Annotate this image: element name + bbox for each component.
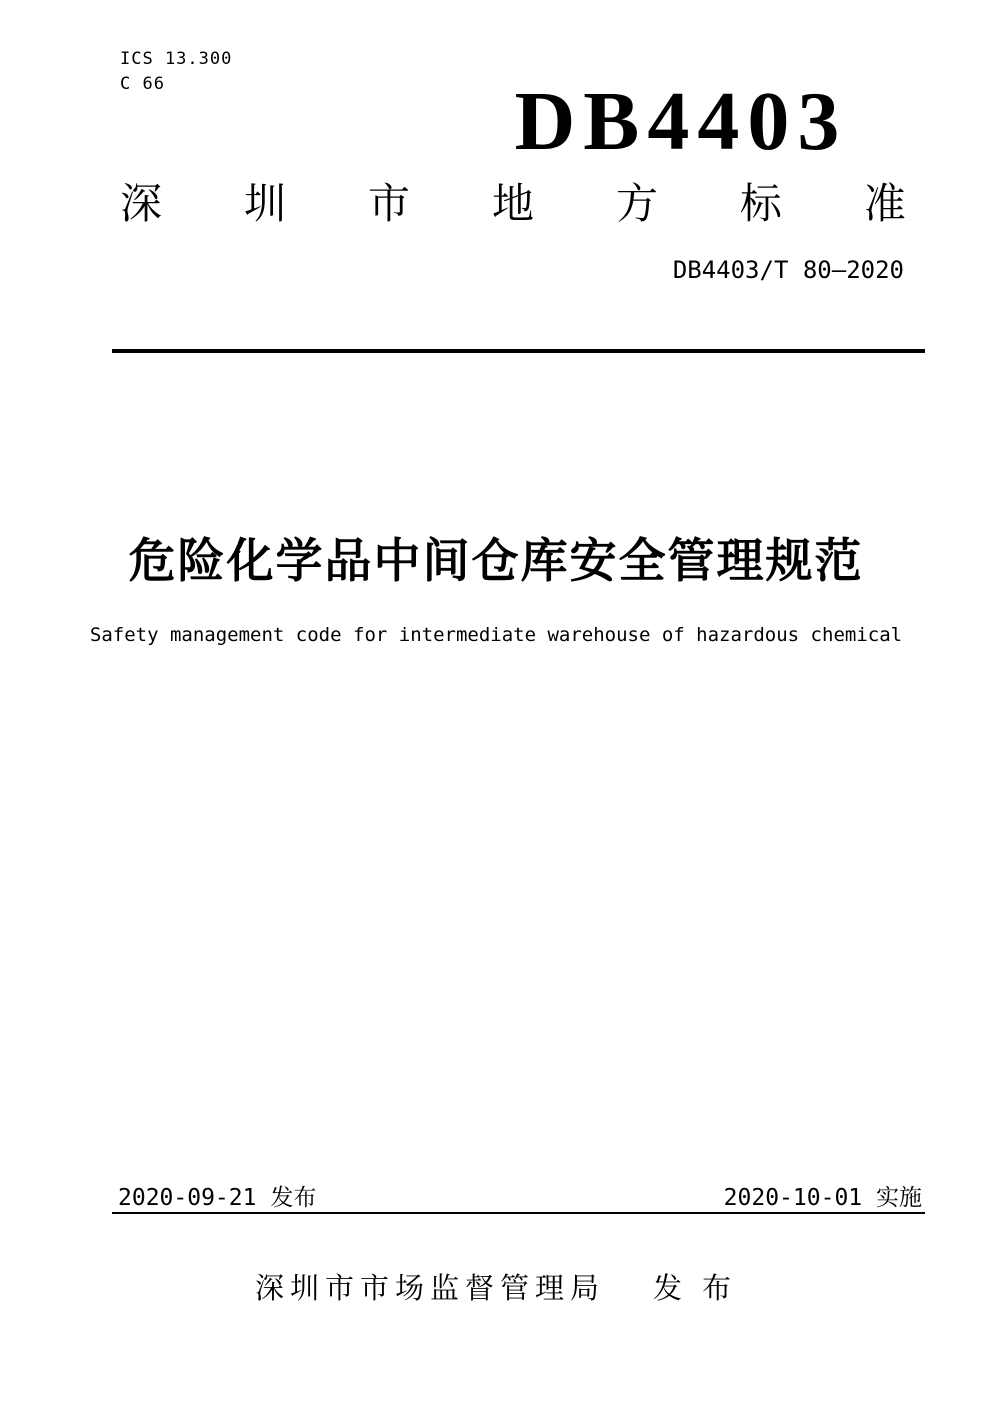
document-number: DB4403/T 80—2020 [672,256,904,284]
implementation-date: 2020-10-01 实施 [723,1185,922,1211]
standard-type-char: 标 [739,180,782,227]
footer-rule [112,1212,925,1214]
standard-type-char: 深 [120,180,163,227]
publish-label: 发 布 [652,1273,738,1305]
standard-type-char: 准 [863,180,906,227]
standard-type-char: 地 [491,180,534,227]
publisher-name: 深圳市市场监督管理局 [254,1273,605,1305]
issue-date: 2020-09-21 发布 [118,1185,317,1211]
title-chinese: 危险化学品中间仓库安全管理规范 [128,534,864,587]
classification-code: C 66 [120,74,165,94]
standard-type-char: 市 [367,180,410,227]
header-rule [112,349,925,353]
dates-row [118,1186,922,1211]
publisher-row [0,1274,992,1306]
standard-type-title [120,180,906,227]
standard-code-large: DB4403 [514,75,848,168]
ics-code: ICS 13.300 [120,49,233,69]
title-english: Safety management code for intermediate warehouse of hazardous chemical [89,624,903,646]
standard-type-char: 圳 [243,180,286,227]
standard-type-char: 方 [615,180,658,227]
